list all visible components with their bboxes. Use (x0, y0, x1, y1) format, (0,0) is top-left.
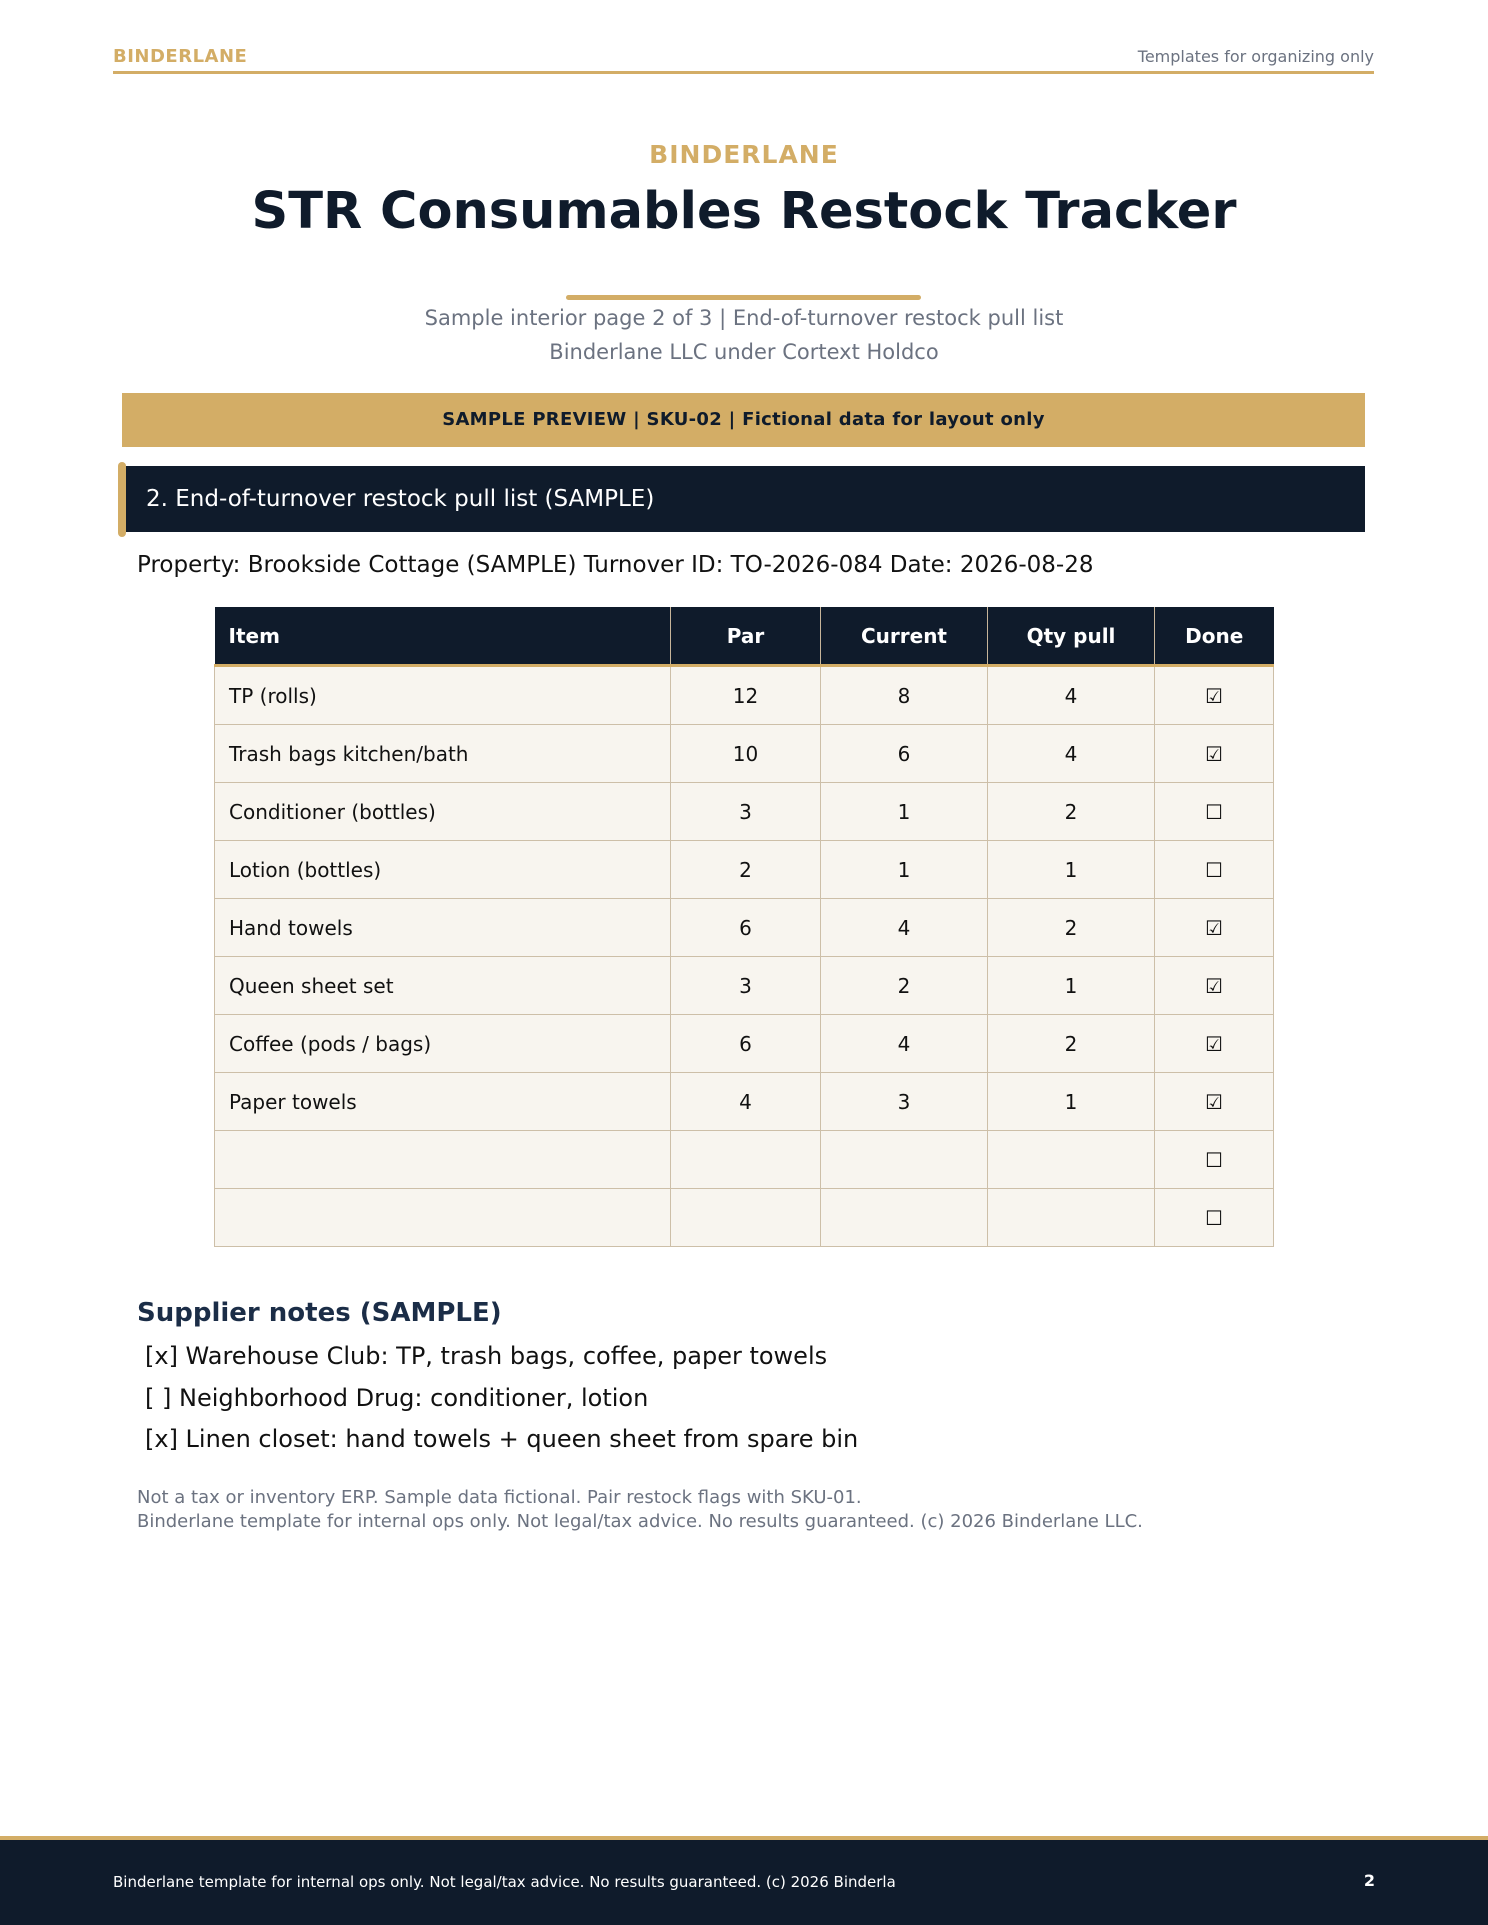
table-row (215, 957, 1274, 1015)
disclaimer-line-1: Not a tax or inventory ERP. Sample data fictional. Pair restock flags with SKU-01. (137, 1487, 862, 1508)
header-brand: BINDERLANE (113, 46, 248, 67)
done-checkbox[interactable]: ☑ (1155, 1073, 1274, 1131)
property-info: Property: Brookside Cottage (SAMPLE) Turnover ID: TO-2026-084 Date: 2026-08-28 (137, 552, 1094, 578)
cell-qty-pull (988, 1189, 1155, 1247)
table-row (215, 1073, 1274, 1131)
cell-item: Queen sheet set (215, 957, 671, 1015)
table-row (215, 666, 1274, 725)
table-row (215, 725, 1274, 783)
cell-par (671, 1189, 821, 1247)
supplier-note: [x] Linen closet: hand towels + queen sheet from spare bin (145, 1425, 859, 1453)
cell-current: 3 (821, 1073, 988, 1131)
cell-par: 6 (671, 899, 821, 957)
done-checkbox[interactable]: ☑ (1155, 957, 1274, 1015)
cell-current: 2 (821, 957, 988, 1015)
running-header (113, 40, 1374, 74)
cell-qty-pull: 1 (988, 957, 1155, 1015)
cell-item: Trash bags kitchen/bath (215, 725, 671, 783)
page-title: STR Consumables Restock Tracker (251, 182, 1237, 241)
cell-item: Lotion (bottles) (215, 841, 671, 899)
cell-item: Coffee (pods / bags) (215, 1015, 671, 1073)
cell-item (215, 1131, 671, 1189)
cell-current: 8 (821, 666, 988, 725)
done-checkbox[interactable]: ☑ (1155, 666, 1274, 725)
cell-qty-pull: 1 (988, 841, 1155, 899)
cell-item: Hand towels (215, 899, 671, 957)
cell-par (671, 1131, 821, 1189)
subtitle-line-1: Sample interior page 2 of 3 | End-of-turnover restock pull list (424, 306, 1064, 330)
header-done: Done (1155, 607, 1274, 666)
page-number: 2 (1363, 1871, 1375, 1890)
done-checkbox[interactable]: ☐ (1155, 1131, 1274, 1189)
cell-par: 6 (671, 1015, 821, 1073)
cell-par: 3 (671, 783, 821, 841)
table-header-row (215, 607, 1274, 666)
cell-par: 2 (671, 841, 821, 899)
sample-preview-banner: SAMPLE PREVIEW | SKU-02 | Fictional data for layout only (122, 393, 1365, 447)
cell-qty-pull (988, 1131, 1155, 1189)
brand-kicker: BINDERLANE (649, 140, 839, 169)
disclaimer-line-2: Binderlane template for internal ops only. Not legal/tax advice. No results guaranteed. (c) 2026 Binderlane LLC. (137, 1511, 1143, 1532)
cell-current: 6 (821, 725, 988, 783)
cell-current: 4 (821, 1015, 988, 1073)
table-row (215, 899, 1274, 957)
footer-text: Binderlane template for internal ops only. Not legal/tax advice. No results guaranteed. (c) 2026 Binderla (113, 1873, 896, 1891)
cell-par: 12 (671, 666, 821, 725)
supplier-note: [x] Warehouse Club: TP, trash bags, coffee, paper towels (145, 1342, 828, 1370)
cell-par: 3 (671, 957, 821, 1015)
table-row (215, 783, 1274, 841)
done-checkbox[interactable]: ☑ (1155, 1015, 1274, 1073)
subtitle-line-2: Binderlane LLC under Cortext Holdco (549, 340, 939, 364)
supplier-notes-heading: Supplier notes (SAMPLE) (137, 1298, 502, 1328)
table-row (215, 841, 1274, 899)
cell-item: Paper towels (215, 1073, 671, 1131)
cell-qty-pull: 2 (988, 899, 1155, 957)
cell-qty-pull: 1 (988, 1073, 1155, 1131)
cell-item: Conditioner (bottles) (215, 783, 671, 841)
cell-qty-pull: 2 (988, 1015, 1155, 1073)
table-row (215, 1131, 1274, 1189)
done-checkbox[interactable]: ☑ (1155, 725, 1274, 783)
cell-current (821, 1131, 988, 1189)
section-heading: 2. End-of-turnover restock pull list (SAMPLE) (126, 466, 1365, 532)
table-row (215, 1189, 1274, 1247)
header-tagline: Templates for organizing only (1137, 47, 1374, 66)
done-checkbox[interactable]: ☐ (1155, 1189, 1274, 1247)
header-qty-pull: Qty pull (988, 607, 1155, 666)
restock-table (214, 607, 1274, 1247)
cell-current: 4 (821, 899, 988, 957)
cell-par: 4 (671, 1073, 821, 1131)
header-current: Current (821, 607, 988, 666)
cell-item (215, 1189, 671, 1247)
title-divider (566, 295, 921, 300)
cell-qty-pull: 2 (988, 783, 1155, 841)
done-checkbox[interactable]: ☐ (1155, 841, 1274, 899)
supplier-note: [ ] Neighborhood Drug: conditioner, lotion (145, 1384, 649, 1412)
cell-current: 1 (821, 841, 988, 899)
header-item: Item (215, 607, 671, 666)
section-accent-bar (118, 462, 126, 537)
cell-current (821, 1189, 988, 1247)
cell-qty-pull: 4 (988, 666, 1155, 725)
cell-current: 1 (821, 783, 988, 841)
cell-qty-pull: 4 (988, 725, 1155, 783)
header-par: Par (671, 607, 821, 666)
page-footer (0, 1840, 1488, 1925)
cell-par: 10 (671, 725, 821, 783)
done-checkbox[interactable]: ☑ (1155, 899, 1274, 957)
cell-item: TP (rolls) (215, 666, 671, 725)
done-checkbox[interactable]: ☐ (1155, 783, 1274, 841)
table-row (215, 1015, 1274, 1073)
